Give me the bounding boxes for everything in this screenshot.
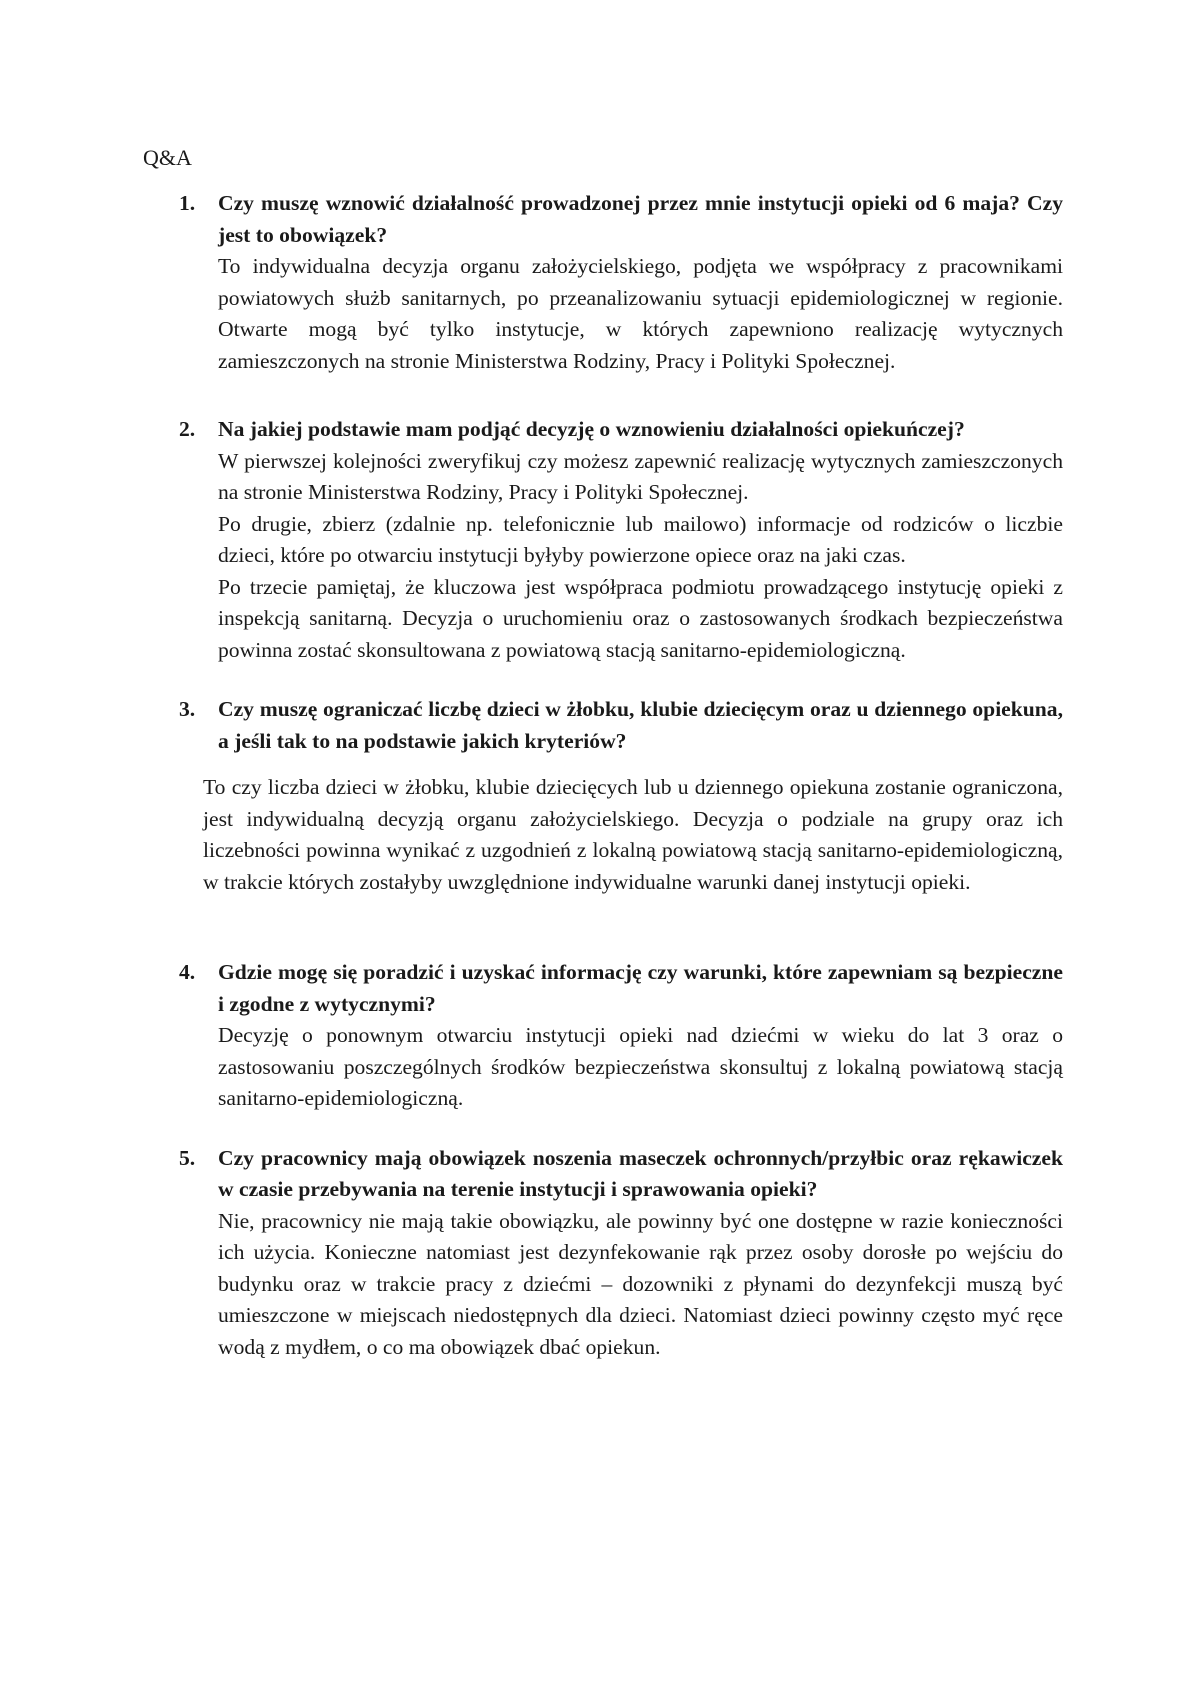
qa-number: 1. xyxy=(179,191,196,215)
document-title: Q&A xyxy=(143,145,192,170)
qa-answer: W pierwszej kolejności zweryfikuj czy możesz zapewnić realizację wytycznych zamieszczonych na stronie Ministerstwa Rodziny, Pracy i Polityki Społecznej. xyxy=(218,448,1063,504)
qa-number: 2. xyxy=(179,417,196,441)
qa-number: 5. xyxy=(179,1145,196,1170)
qa-answer: To indywidualna decyzja organu założycielskiego, podjęta we współpracy z pracownikami powiatowych służb sanitarnych, po przeanalizowaniu sytuacji epidemiologicznej w regionie. Otwarte mogą być tylko instytucje, w których zapewniono realizację wytycznych zamieszczonych na stronie Ministerstwa Rodziny, Pracy i Polityki Społecznej. xyxy=(218,254,1063,373)
qa-item-4 xyxy=(143,957,1063,1115)
qa-answer: Po drugie, zbierz (zdalnie np. telefonicznie lub mailowo) informacje od rodziców o liczbie dzieci, które po otwarciu instytucji byłyby powierzone opiece oraz na jaki czas. xyxy=(218,511,1063,567)
qa-question: Czy muszę ograniczać liczbę dzieci w żłobku, klubie dziecięcym oraz u dziennego opiekuna, a jeśli tak to na podstawie jakich kryteriów? xyxy=(218,697,1063,753)
qa-number: 3. xyxy=(179,697,196,721)
qa-question: Czy muszę wznowić działalność prowadzonej przez mnie instytucji opieki od 6 maja? Czy jest to obowiązek? xyxy=(218,191,1063,247)
qa-answer: Nie, pracownicy nie mają takie obowiązku, ale powinny być one dostępne w razie konieczności ich użycia. Konieczne natomiast jest dezynfekowanie rąk przez osoby dorosłe po wejściu do budynku oraz w trakcie pracy z dziećmi – dozowniki z płynami do dezynfekcji muszą być umieszczone w miejscach niedostępnych dla dzieci. Natomiast dzieci powinny często myć ręce wodą z mydłem, o co ma obowiązek dbać opiekun. xyxy=(218,1208,1063,1359)
qa-item-2 xyxy=(143,414,1063,666)
qa-item-1 xyxy=(143,188,1063,377)
qa-answer: To czy liczba dzieci w żłobku, klubie dziecięcych lub u dziennego opiekuna zostanie ograniczona, jest indywidualną decyzją organu założycielskiego. Decyzja o podziale na grupy oraz ich liczebności powinna wynikać z uzgodnień z lokalną powiatową stacją sanitarno-epidemiologiczną, w trakcie których zostałyby uwzględnione indywidualne warunki danej instytucji opieki. xyxy=(203,775,1063,894)
qa-item-3 xyxy=(143,694,1063,898)
qa-answer: Po trzecie pamiętaj, że kluczowa jest współpraca podmiotu prowadzącego instytucję opieki z inspekcją sanitarną. Decyzja o uruchomieniu oraz o zastosowanych środkach bezpieczeństwa powinna zostać skonsultowana z powiatową stacją sanitarno-epidemiologiczną. xyxy=(218,574,1063,662)
qa-item-5 xyxy=(143,1143,1063,1364)
qa-list xyxy=(143,188,1063,1363)
qa-answer: Decyzję o ponownym otwarciu instytucji opieki nad dziećmi w wieku do lat 3 oraz o zastosowaniu poszczególnych środków bezpieczeństwa skonsultuj z lokalną powiatową stacją sanitarno-epidemiologiczną. xyxy=(218,1023,1063,1110)
qa-question: Gdzie mogę się poradzić i uzyskać informację czy warunki, które zapewniam są bezpieczne i zgodne z wytycznymi? xyxy=(218,960,1063,1016)
qa-question: Czy pracownicy mają obowiązek noszenia maseczek ochronnych/przyłbic oraz rękawiczek w czasie przebywania na terenie instytucji i sprawowania opieki? xyxy=(218,1145,1063,1201)
qa-number: 4. xyxy=(179,960,196,984)
qa-question: Na jakiej podstawie mam podjąć decyzję o wznowieniu działalności opiekuńczej? xyxy=(218,417,965,441)
